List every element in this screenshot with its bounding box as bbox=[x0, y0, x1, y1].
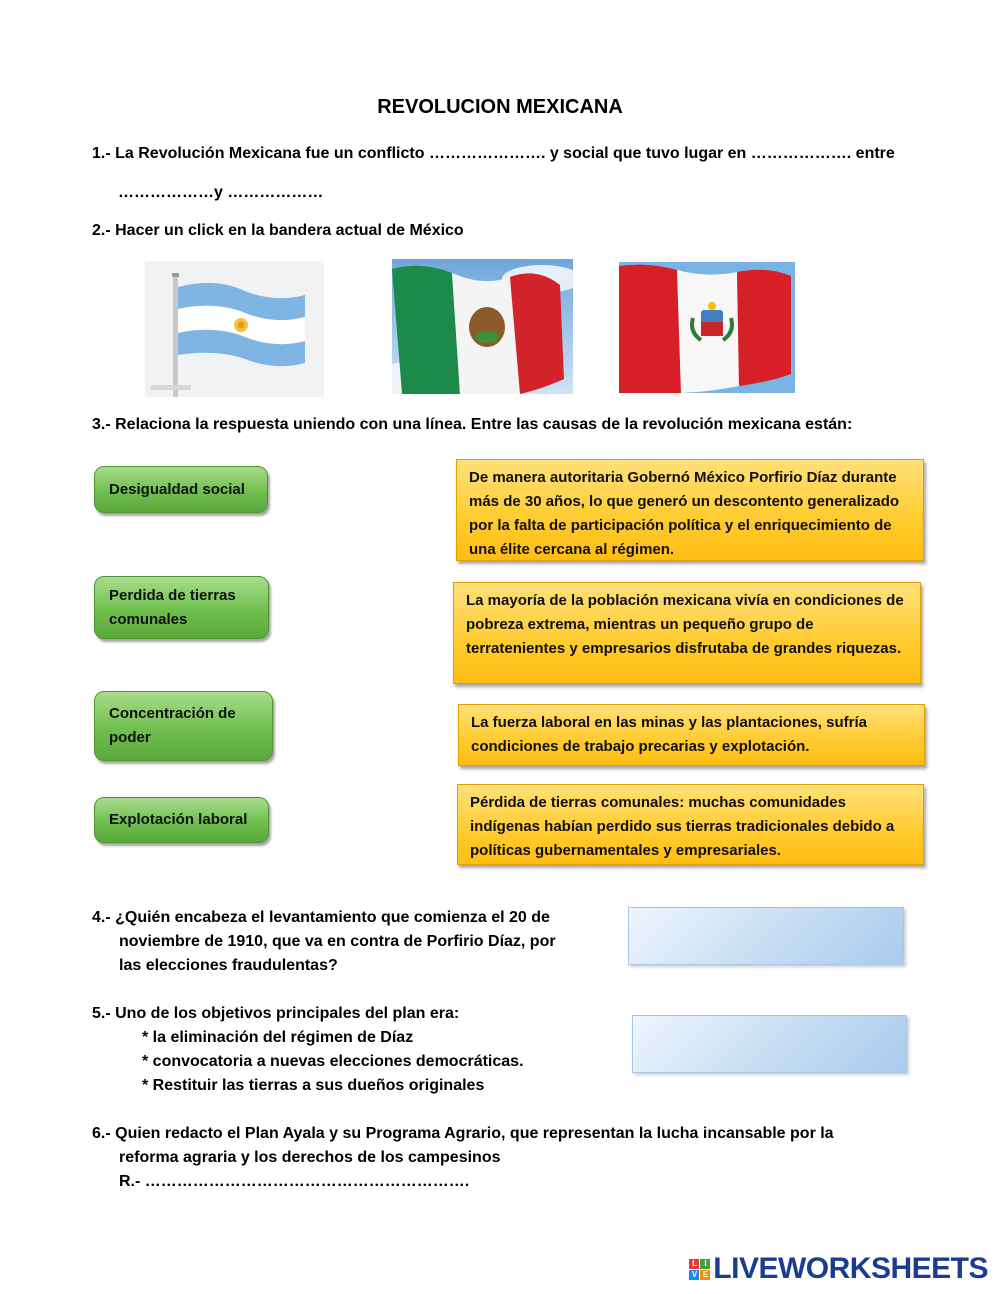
question-5-bullet-1: * la eliminación del régimen de Díaz bbox=[142, 1029, 414, 1046]
argentina-flag[interactable] bbox=[145, 261, 324, 397]
question-6-line-2: reforma agraria y los derechos de los campesinos bbox=[119, 1149, 501, 1166]
cause-concentracion-de-poder[interactable]: Concentración de poder bbox=[94, 691, 273, 761]
cause-desigualdad-social[interactable]: Desigualdad social bbox=[94, 466, 268, 513]
mexico-flag[interactable] bbox=[392, 259, 573, 394]
description-box-3[interactable]: La fuerza laboral en las minas y las plantaciones, sufría condiciones de trabajo precarias y explotación. bbox=[458, 704, 925, 766]
question-5-bullet-3: * Restituir las tierras a sus dueños originales bbox=[142, 1077, 485, 1094]
answer-4-input[interactable] bbox=[628, 907, 904, 965]
question-5-line-1: 5.- Uno de los objetivos principales del plan era: bbox=[92, 1005, 460, 1022]
question-6-line-3: R.- ……………………………………………………. bbox=[119, 1173, 470, 1190]
cause-explotacion-laboral[interactable]: Explotación laboral bbox=[94, 797, 269, 843]
liveworksheets-logo-text: LIVEWORKSHEETS bbox=[713, 1252, 988, 1285]
question-1-line-1: 1.- La Revolución Mexicana fue un conflicto …………………. y social que tuvo lugar en ………………. entre bbox=[92, 145, 895, 162]
question-4-line-2: noviembre de 1910, que va en contra de Porfirio Díaz, por bbox=[119, 933, 556, 950]
description-box-1[interactable]: De manera autoritaria Gobernó México Porfirio Díaz durante más de 30 años, lo que generó un descontento generalizado por la falta de participación política y el enriquecimiento de una élite cercana al régimen. bbox=[456, 459, 924, 561]
cause-perdida-de-tierras[interactable]: Perdida de tierras comunales bbox=[94, 576, 269, 639]
question-2-text: 2.- Hacer un click en la bandera actual de México bbox=[92, 222, 464, 239]
description-box-2[interactable]: La mayoría de la población mexicana vivía en condiciones de pobreza extrema, mientras un pequeño grupo de terratenientes y empresarios disfrutaba de grandes riquezas. bbox=[453, 582, 921, 684]
question-4-line-3: las elecciones fraudulentas? bbox=[119, 957, 338, 974]
liveworksheets-logo bbox=[689, 1252, 988, 1286]
liveworksheets-logo-icon: L I V E bbox=[689, 1259, 710, 1280]
description-box-4[interactable]: Pérdida de tierras comunales: muchas comunidades indígenas habían perdido sus tierras tradicionales debido a políticas gubernamentales y empresariales. bbox=[457, 784, 924, 865]
question-3-text: 3.- Relaciona la respuesta uniendo con una línea. Entre las causas de la revolución mexicana están: bbox=[92, 416, 853, 433]
peru-flag[interactable] bbox=[619, 262, 795, 393]
page-title: REVOLUCION MEXICANA bbox=[377, 96, 623, 118]
question-4-line-1: 4.- ¿Quién encabeza el levantamiento que comienza el 20 de bbox=[92, 909, 550, 926]
question-6-line-1: 6.- Quien redacto el Plan Ayala y su Programa Agrario, que representan la lucha incansable por la bbox=[92, 1125, 834, 1142]
question-1-line-2: ………………y ……………… bbox=[118, 184, 324, 201]
question-5-bullet-2: * convocatoria a nuevas elecciones democráticas. bbox=[142, 1053, 524, 1070]
answer-5-input[interactable] bbox=[632, 1015, 907, 1073]
